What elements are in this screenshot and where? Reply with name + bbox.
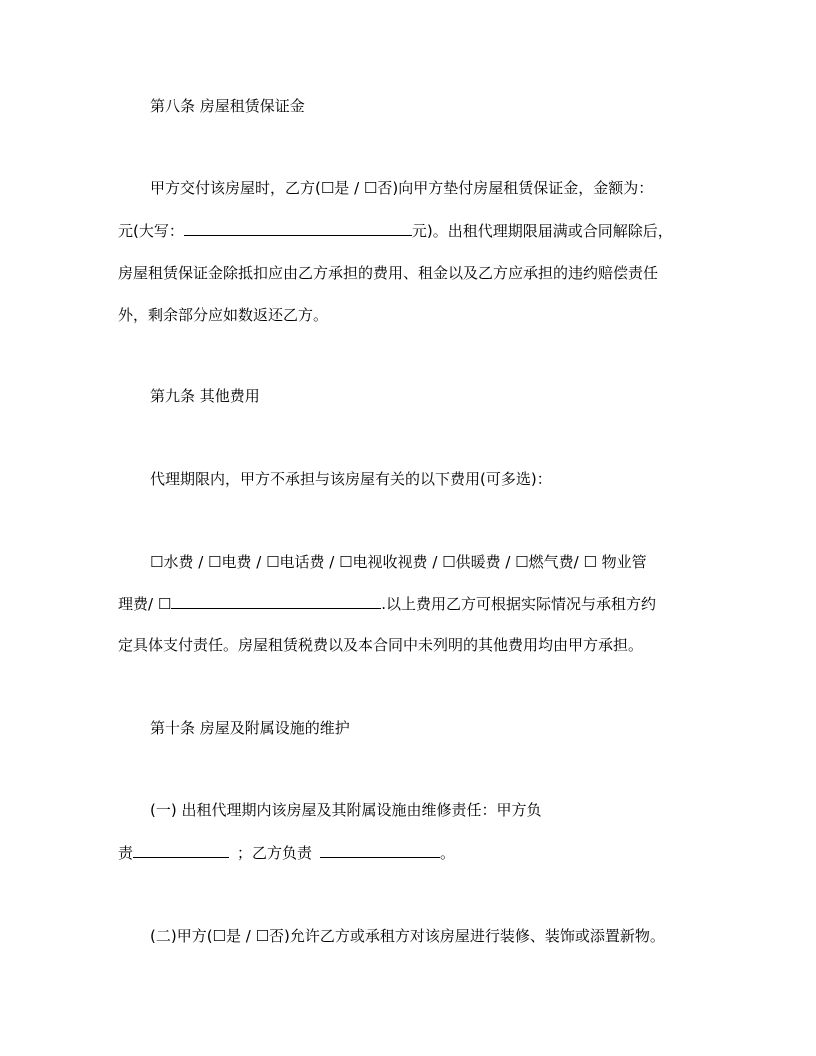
- article-9-line-4: 定具体支付责任。房屋租赁税费以及本合同中未列明的其他费用均由甲方承担。: [118, 636, 644, 654]
- article-8-heading: 第八条 房屋租赁保证金: [150, 97, 305, 115]
- article-8-line-2-start: 元(大写：: [118, 222, 184, 240]
- article-9-heading: 第九条 其他费用: [150, 387, 260, 405]
- article-10-para-1-middle: ；乙方负责: [237, 844, 313, 862]
- article-10-para-1-line-1: (一) 出租代理期内该房屋及其附属设施由维修责任：甲方负: [150, 801, 542, 819]
- article-8-line-2: [118, 221, 673, 241]
- party-b-repair-blank[interactable]: [320, 843, 440, 858]
- article-9-line-3-end: .以上费用乙方可根据实际情况与承租方约: [381, 595, 657, 613]
- party-a-repair-blank[interactable]: [133, 843, 229, 858]
- article-10-heading: 第十条 房屋及附属设施的维护: [150, 719, 350, 737]
- article-10-para-2-line-1: (二)甲方(☐是 / ☐否)允许乙方或承租方对该房屋进行装修、装饰或添置新物。: [150, 927, 665, 945]
- article-9-line-2: ☐水费 / ☐电费 / ☐电话费 / ☐电视收视费 / ☐供暖费 / ☐燃气费/ ☐ 物业管: [150, 553, 647, 571]
- article-9-line-3-start: 理费/ ☐: [118, 595, 172, 613]
- article-9-line-1: 代理期限内，甲方不承担与该房屋有关的以下费用(可多选)：: [150, 470, 552, 488]
- article-8-line-4: 外，剩余部分应如数返还乙方。: [118, 306, 329, 324]
- article-10-para-1-end: 。: [440, 844, 456, 862]
- article-10-para-1-line-2: [118, 843, 455, 863]
- other-fee-blank[interactable]: [171, 594, 381, 609]
- amount-uppercase-blank[interactable]: [184, 221, 412, 236]
- article-10-para-1-start: 责: [118, 844, 134, 862]
- article-8-line-3: 房屋租赁保证金除抵扣应由乙方承担的费用、租金以及乙方应承担的违约赔偿责任: [118, 264, 659, 282]
- article-8-line-2-end: 元)。出租代理期限届满或合同解除后，: [411, 222, 673, 240]
- article-9-line-3: [118, 594, 656, 614]
- article-8-line-1: 甲方交付该房屋时，乙方(☐是 / ☐否)向甲方垫付房屋租赁保证金，金额为：: [150, 179, 654, 197]
